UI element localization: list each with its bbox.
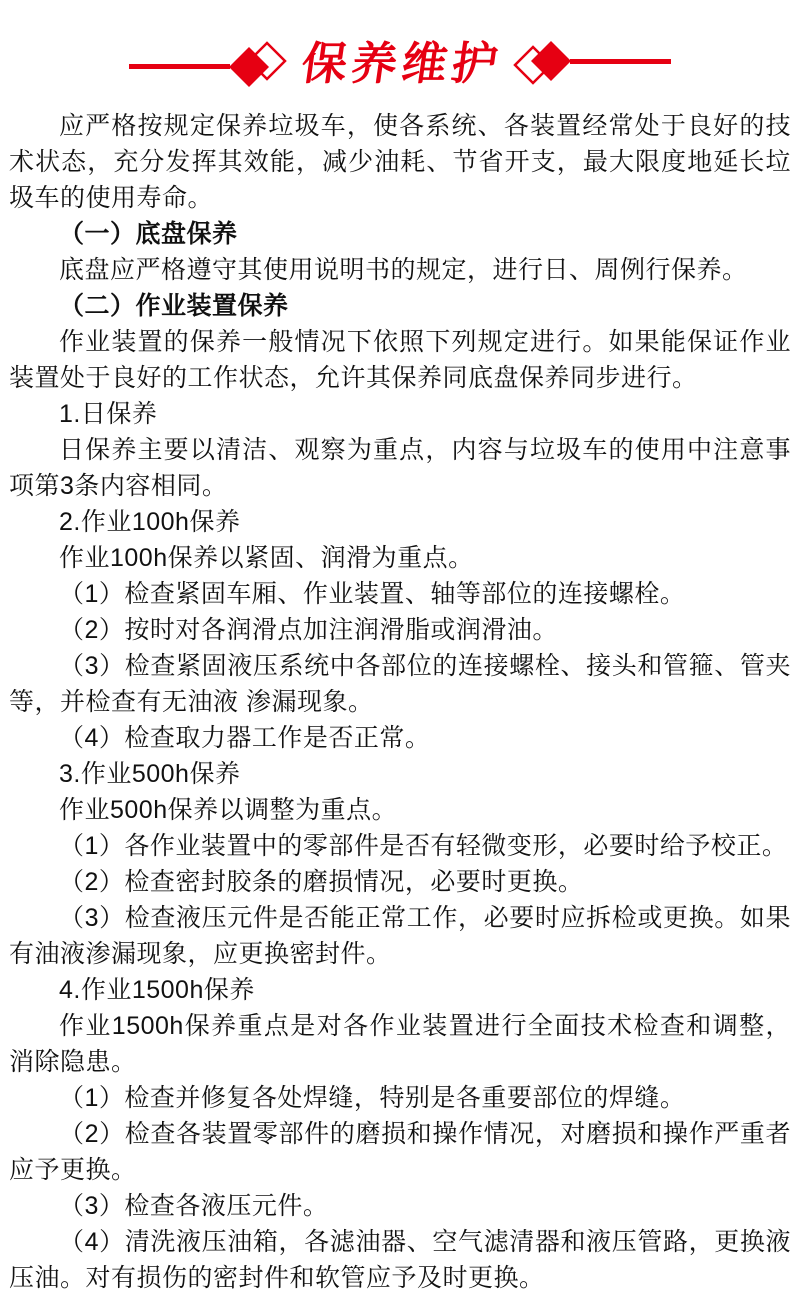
subsection-daily: 1.日保养 <box>59 400 158 428</box>
paragraph-100h: 作业100h保养以紧固、润滑为重点。 <box>59 544 474 572</box>
paragraph-daily: 日保养主要以清洁、观察为重点，内容与垃圾车的使用中注意事项第3条内容相同。 <box>9 436 791 500</box>
list-item-500h-2: （2）检查密封胶条的磨损情况，必要时更换。 <box>59 868 584 896</box>
section-heading-chassis: （一）底盘保养 <box>59 220 238 248</box>
paragraph-work-device: 作业装置的保养一般情况下依照下列规定进行。如果能保证作业装置处于良好的工作状态，允许其保养同底盘保养同步进行。 <box>9 328 791 392</box>
section-heading-work-device: （二）作业装置保养 <box>59 292 289 320</box>
list-item-100h-3: （3）检查紧固液压系统中各部位的连接螺栓、接头和管箍、管夹等，并检查有无油液 渗漏现象。 <box>9 652 791 716</box>
diamond-decoration-left-icon <box>228 34 288 92</box>
title-divider-line-right <box>570 59 671 64</box>
subsection-1500h: 4.作业1500h保养 <box>59 976 255 1004</box>
list-item-500h-3: （3）检查液压元件是否能正常工作，必要时应拆检或更换。如果有油液渗漏现象，应更换密封件。 <box>9 904 791 968</box>
diamond-decoration-right-icon <box>512 34 572 92</box>
paragraph-500h: 作业500h保养以调整为重点。 <box>59 796 398 824</box>
page-title: 保养维护 <box>298 37 506 89</box>
list-item-1500h-3: （3）检查各液压元件。 <box>59 1192 329 1220</box>
list-item-100h-1: （1）检查紧固车厢、作业装置、轴等部位的连接螺栓。 <box>59 580 686 608</box>
title-divider-line-left <box>129 64 230 69</box>
list-item-1500h-1: （1）检查并修复各处焊缝，特别是各重要部位的焊缝。 <box>59 1084 686 1112</box>
list-item-1500h-2: （2）检查各装置零部件的磨损和操作情况，对磨损和操作严重者应予更换。 <box>9 1120 791 1184</box>
title-banner <box>0 0 800 92</box>
paragraph-intro: 应严格按规定保养垃圾车，使各系统、各装置经常处于良好的技术状态，充分发挥其效能，减少油耗、节省开支，最大限度地延长垃圾车的使用寿命。 <box>9 112 791 212</box>
document-body <box>0 108 800 1296</box>
list-item-1500h-4: （4）清洗液压油箱，各滤油器、空气滤清器和液压管路，更换液压油。对有损伤的密封件和软管应予及时更换。 <box>9 1228 791 1292</box>
paragraph-1500h: 作业1500h保养重点是对各作业装置进行全面技术检查和调整，消除隐患。 <box>9 1012 791 1076</box>
list-item-100h-2: （2）按时对各润滑点加注润滑脂或润滑油。 <box>59 616 558 644</box>
subsection-500h: 3.作业500h保养 <box>59 760 241 788</box>
list-item-500h-1: （1）各作业装置中的零部件是否有轻微变形，必要时给予校正。 <box>59 832 788 860</box>
subsection-100h: 2.作业100h保养 <box>59 508 241 536</box>
list-item-100h-4: （4）检查取力器工作是否正常。 <box>59 724 431 752</box>
paragraph-chassis: 底盘应严格遵守其使用说明书的规定，进行日、周例行保养。 <box>59 256 748 284</box>
